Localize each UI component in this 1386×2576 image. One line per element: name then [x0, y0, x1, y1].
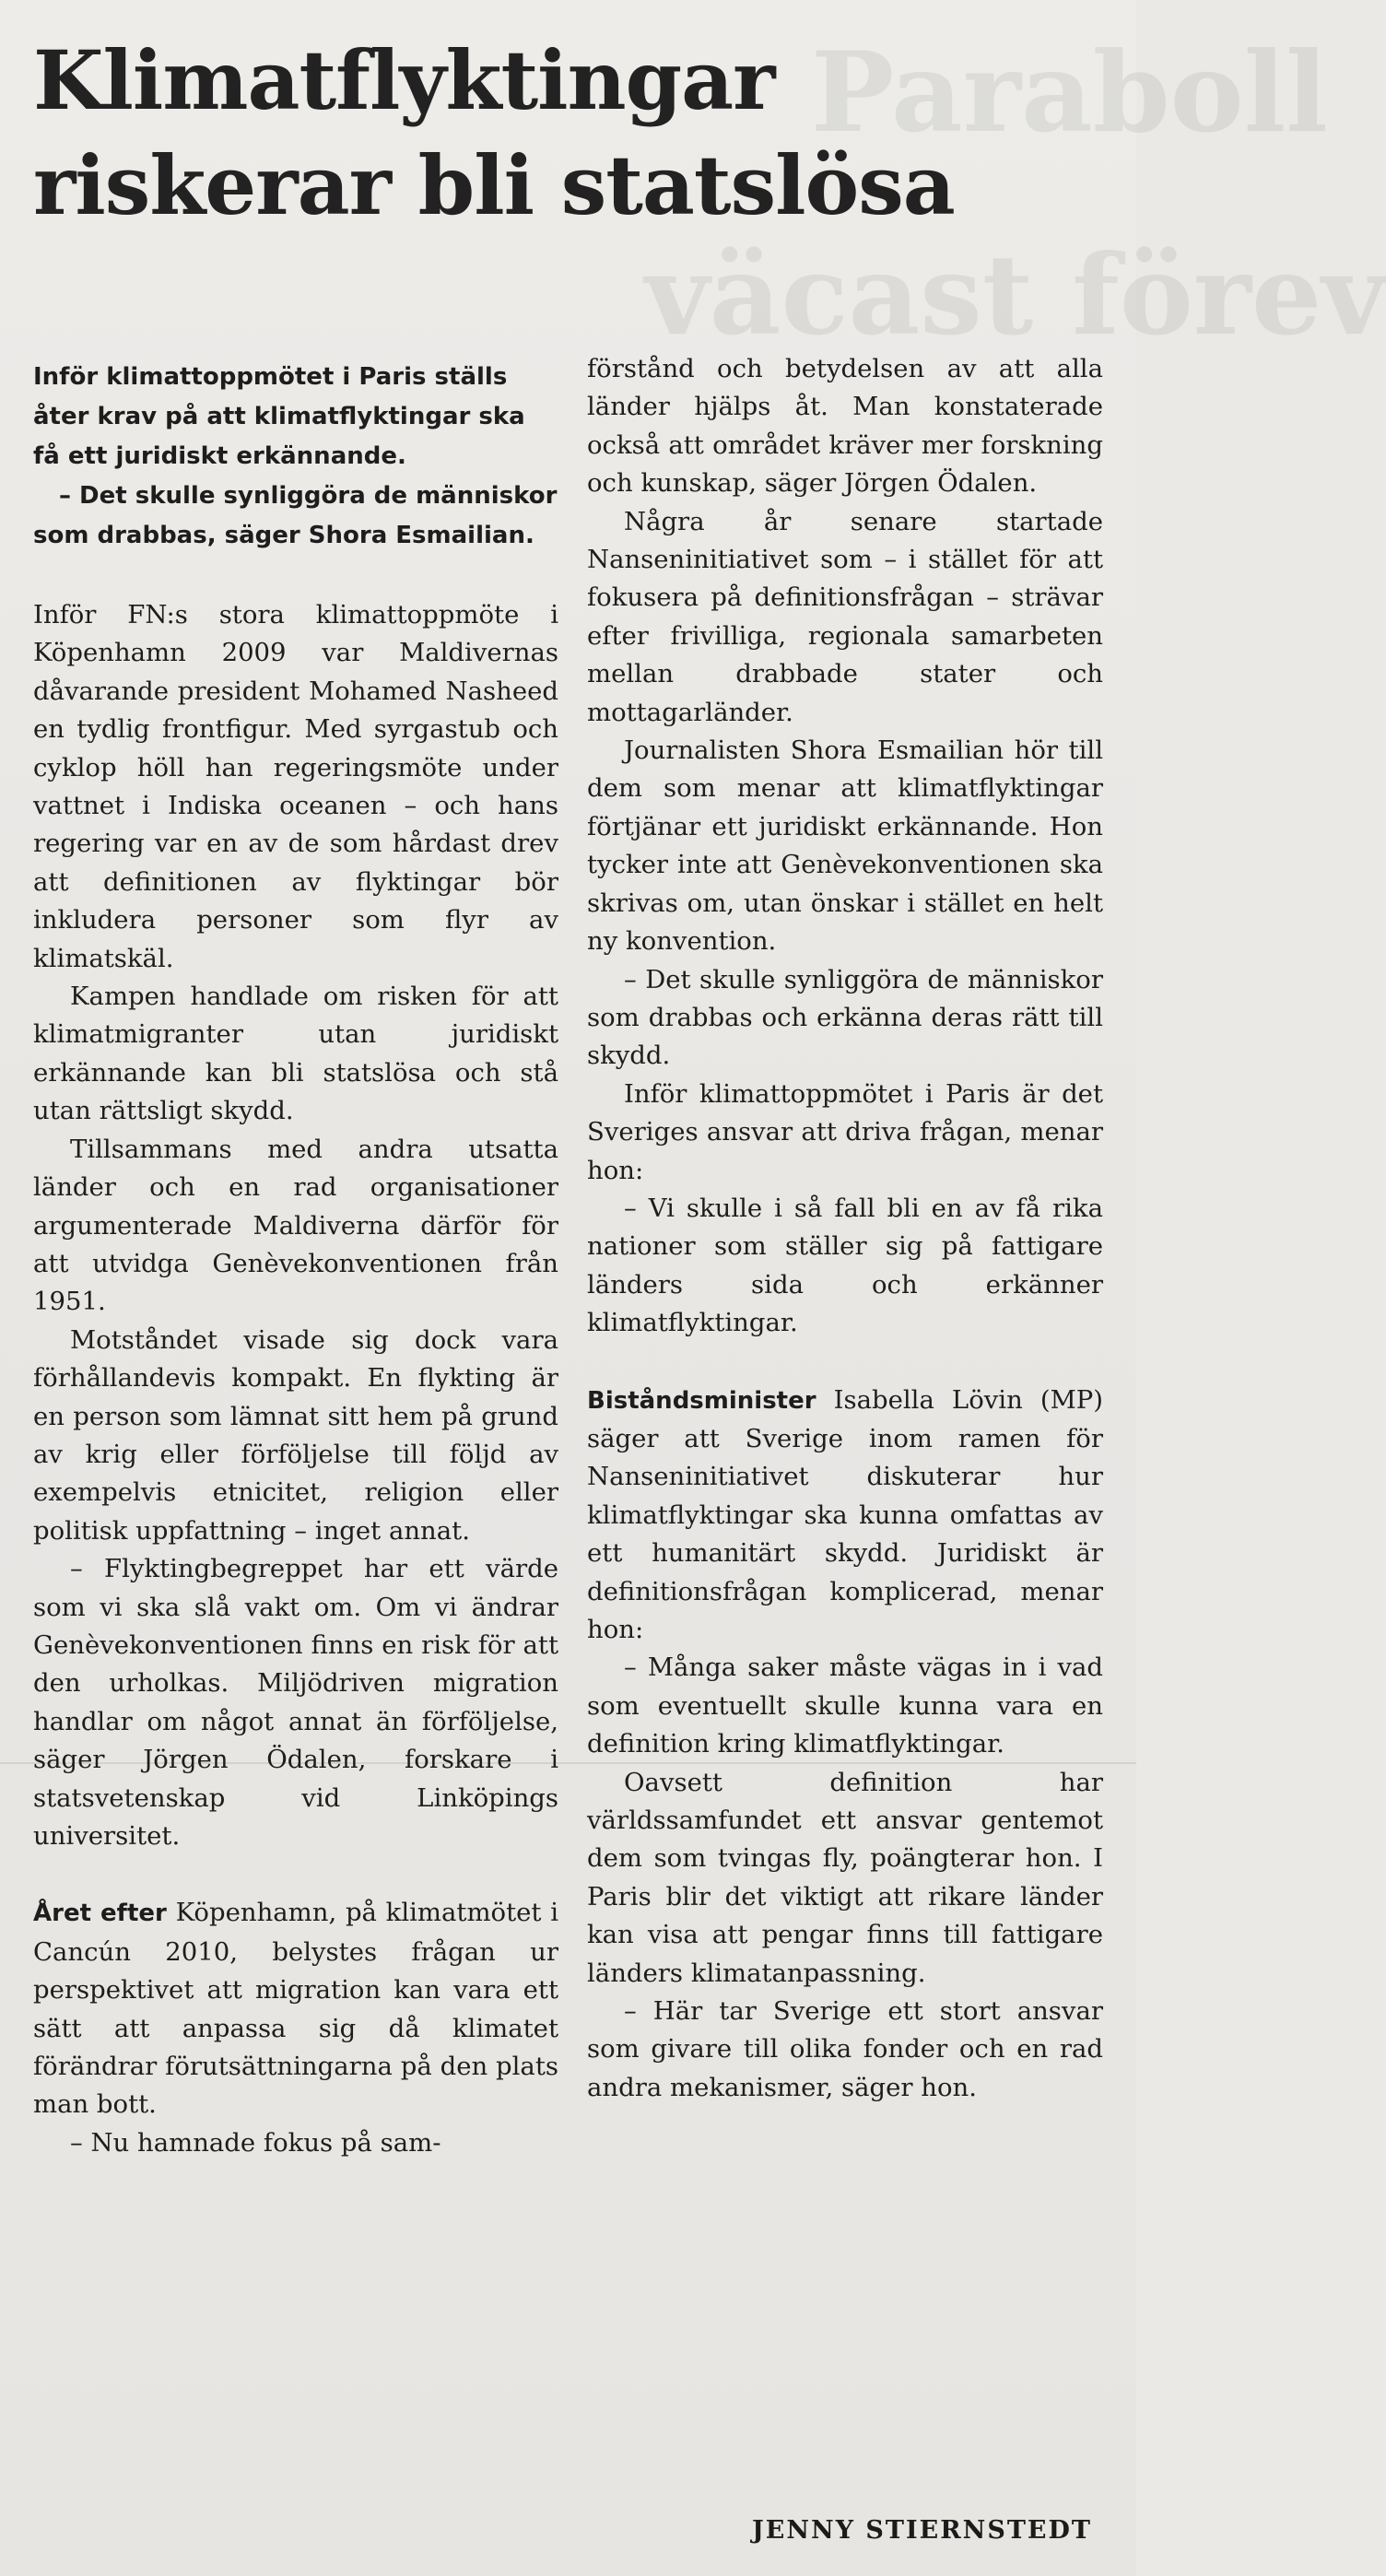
body-paragraph: – Flyktingbegreppet har ett värde som vi ska slå vakt om. Om vi ändrar Genèvekonventionen finns en risk för att den urholkas. Miljödriven migration handlar om något annat än förföljelse, säger Jörgen Ödalen, forskare i statsvetenskap vid Linköpings universitet. — [33, 1554, 558, 1851]
body-paragraph: – Många saker måste vägas in i vad som eventuellt skulle kunna vara en definition kring klimatflyktingar. — [587, 1653, 1103, 1759]
body-paragraph: förstånd och betydelsen av att alla länder hjälps åt. Man konstaterade också att området kräver mer forskning och kunskap, säger Jörgen Ödalen. — [587, 354, 1103, 499]
body-paragraph: – Nu hamnade fokus på sam- — [70, 2127, 441, 2158]
body-paragraph — [587, 1382, 1103, 1650]
body-paragraph: – Vi skulle i så fall bli en av få rika nationer som ställer sig på fattigare länders sida och erkänner klimatflyktingar. — [587, 1193, 1103, 1338]
body-paragraph: Motståndet visade sig dock vara förhållandevis kompakt. En flykting är en person som lämnat sitt hem på grund av krig eller förföljelse till följd av exempelvis etnicitet, religion eller politisk uppfattning – inget annat. — [33, 1324, 558, 1546]
body-paragraph: – Här tar Sverige ett stort ansvar som givare till olika fonder och en rad andra mekanismer, säger hon. — [587, 1996, 1103, 2102]
byline: JENNY STIERNSTEDT — [752, 2516, 1092, 2545]
body-paragraph: Oavsett definition har världssamfundet ett ansvar gentemot dem som tvingas fly, poängterar hon. I Paris blir det viktigt att rikare länder kan visa att pengar finns till fattigare länders klimatanpassning. — [587, 1767, 1103, 1988]
body-paragraph: Några år senare startade Nanseninitiativet som – i stället för att fokusera på definitionsfrågan – strävar efter frivilliga, regionala samarbeten mellan drabbade stater och mottagarländer. — [587, 506, 1103, 727]
body-paragraph: Kampen handlade om risken för att klimatmigranter utan juridiskt erkännande kan bli statslösa och stå utan rättsligt skydd. — [33, 982, 558, 1126]
body-paragraph — [33, 1894, 558, 2123]
body-paragraph: Journalisten Shora Esmailian hör till dem som menar att klimatflyktingar förtjänar ett juridiskt erkännande. Hon tycker inte att Genèvekonventionen ska skrivas om, utan önskar i stället en helt ny konvention. — [587, 735, 1103, 957]
right-column — [587, 350, 1103, 2107]
ingress-quote: – Det skulle synliggöra de människor som drabbas, säger Shora Esmailian. — [33, 482, 558, 549]
bleed-through-text: Paraboll — [811, 28, 1328, 158]
paragraph-text: Köpenhamn, på klimatmötet i Cancún 2010, belystes frågan ur perspektivet att migration kan vara ett sätt att anpassa sig då klimatet förändrar förutsättningarna på den plats man bott. — [33, 1898, 558, 2120]
ingress-lead: Inför klimattoppmötet i Paris ställs åter krav på att klimatflyktingar ska få ett juridiskt erkännande. — [33, 363, 525, 470]
ingress — [33, 358, 558, 556]
section-lead: Året efter — [33, 1900, 167, 1928]
bleed-through-text: väcast förev — [645, 230, 1386, 360]
body-paragraph: Inför klimattoppmötet i Paris är det Sveriges ansvar att driva frågan, menar hon: — [587, 1078, 1103, 1185]
left-column — [33, 358, 558, 2162]
body-paragraph: Tillsammans med andra utsatta länder och en rad organisationer argumenterade Maldiverna därför för att utvidga Genèvekonventionen från 1951. — [33, 1134, 558, 1317]
body-paragraph: Inför FN:s stora klimattoppmöte i Köpenhamn 2009 var Maldivernas dåvarande president Mohamed Nasheed en tydlig frontfigur. Med syrgastub och cyklop höll han regeringsmöte under vattnet i Indiska oceanen – och hans regering var en av de som hårdast drev att definitionen av flyktingar bör inkludera personer som flyr av klimatskäl. — [33, 600, 558, 973]
paragraph-text: Isabella Lövin (MP) säger att Sverige inom ramen för Nanseninitiativet diskuterar hur klimatflyktingar ska kunna omfattas av ett humanitärt skydd. Juridiskt är definitionsfrågan komplicerad, menar hon: — [587, 1384, 1103, 1644]
section-lead: Biståndsminister — [587, 1386, 816, 1415]
headline: Klimatflyktingar riskerar bli statslösa — [33, 32, 955, 233]
body-paragraph: – Det skulle synliggöra de människor som drabbas och erkänna deras rätt till skydd. — [587, 964, 1103, 1071]
